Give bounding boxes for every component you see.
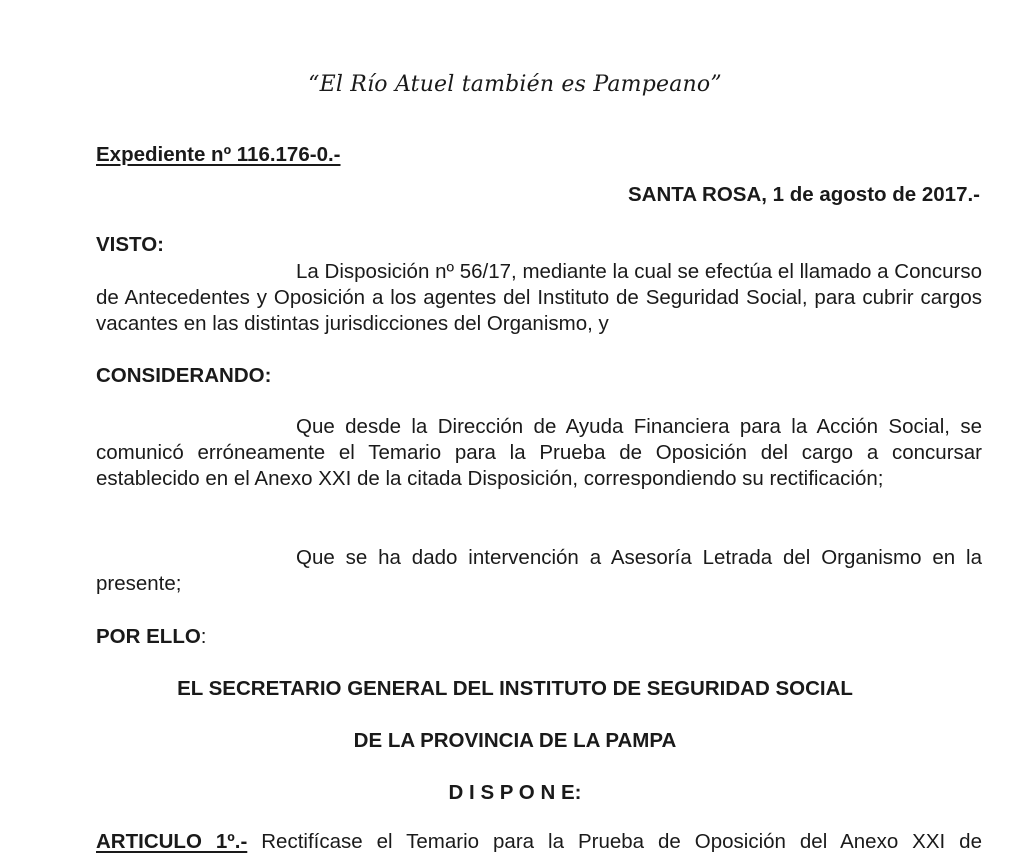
motto-header: “El Río Atuel también es Pampeano” [308, 72, 722, 97]
por-ello-heading [96, 625, 207, 649]
visto-paragraph [96, 259, 982, 337]
dispone-heading: D I S P O N E: [448, 781, 582, 804]
considerando-heading: CONSIDERANDO: [96, 364, 272, 387]
authority-line-2: DE LA PROVINCIA DE LA PAMPA [353, 729, 677, 752]
document-date: SANTA ROSA, 1 de agosto de 2017.- [628, 183, 980, 206]
considerando-text-1: Que desde la Dirección de Ayuda Financiera para la Acción Social, se comunicó erróneamente el Temario para la Prueba de Oposición del cargo a concursar establecido en el Anexo XXI de la citada Disposición, correspondiendo su rectificación; [96, 415, 982, 490]
visto-heading: VISTO: [96, 233, 164, 256]
considerando-paragraph-1 [96, 414, 982, 492]
visto-text: La Disposición nº 56/17, mediante la cual se efectúa el llamado a Concurso de Antecedentes y Oposición a los agentes del Instituto de Seguridad Social, para cubrir cargos vacantes en las distintas jurisdicciones del Organismo, y [96, 260, 982, 335]
por-ello-colon: : [200, 625, 207, 648]
expediente-number: Expediente nº 116.176-0.- [96, 143, 341, 166]
articulo-1-text: Rectifícase el Temario para la Prueba de Oposición del Anexo XXI de [247, 830, 982, 853]
articulo-1 [96, 830, 982, 854]
articulo-1-label: ARTICULO 1º.- [96, 830, 248, 853]
considerando-paragraph-2 [96, 545, 982, 597]
por-ello-label: POR ELLO [96, 625, 201, 648]
considerando-text-2: Que se ha dado intervención a Asesoría Letrada del Organismo en la presente; [96, 546, 982, 595]
authority-line-1: EL SECRETARIO GENERAL DEL INSTITUTO DE SEGURIDAD SOCIAL [177, 677, 853, 700]
